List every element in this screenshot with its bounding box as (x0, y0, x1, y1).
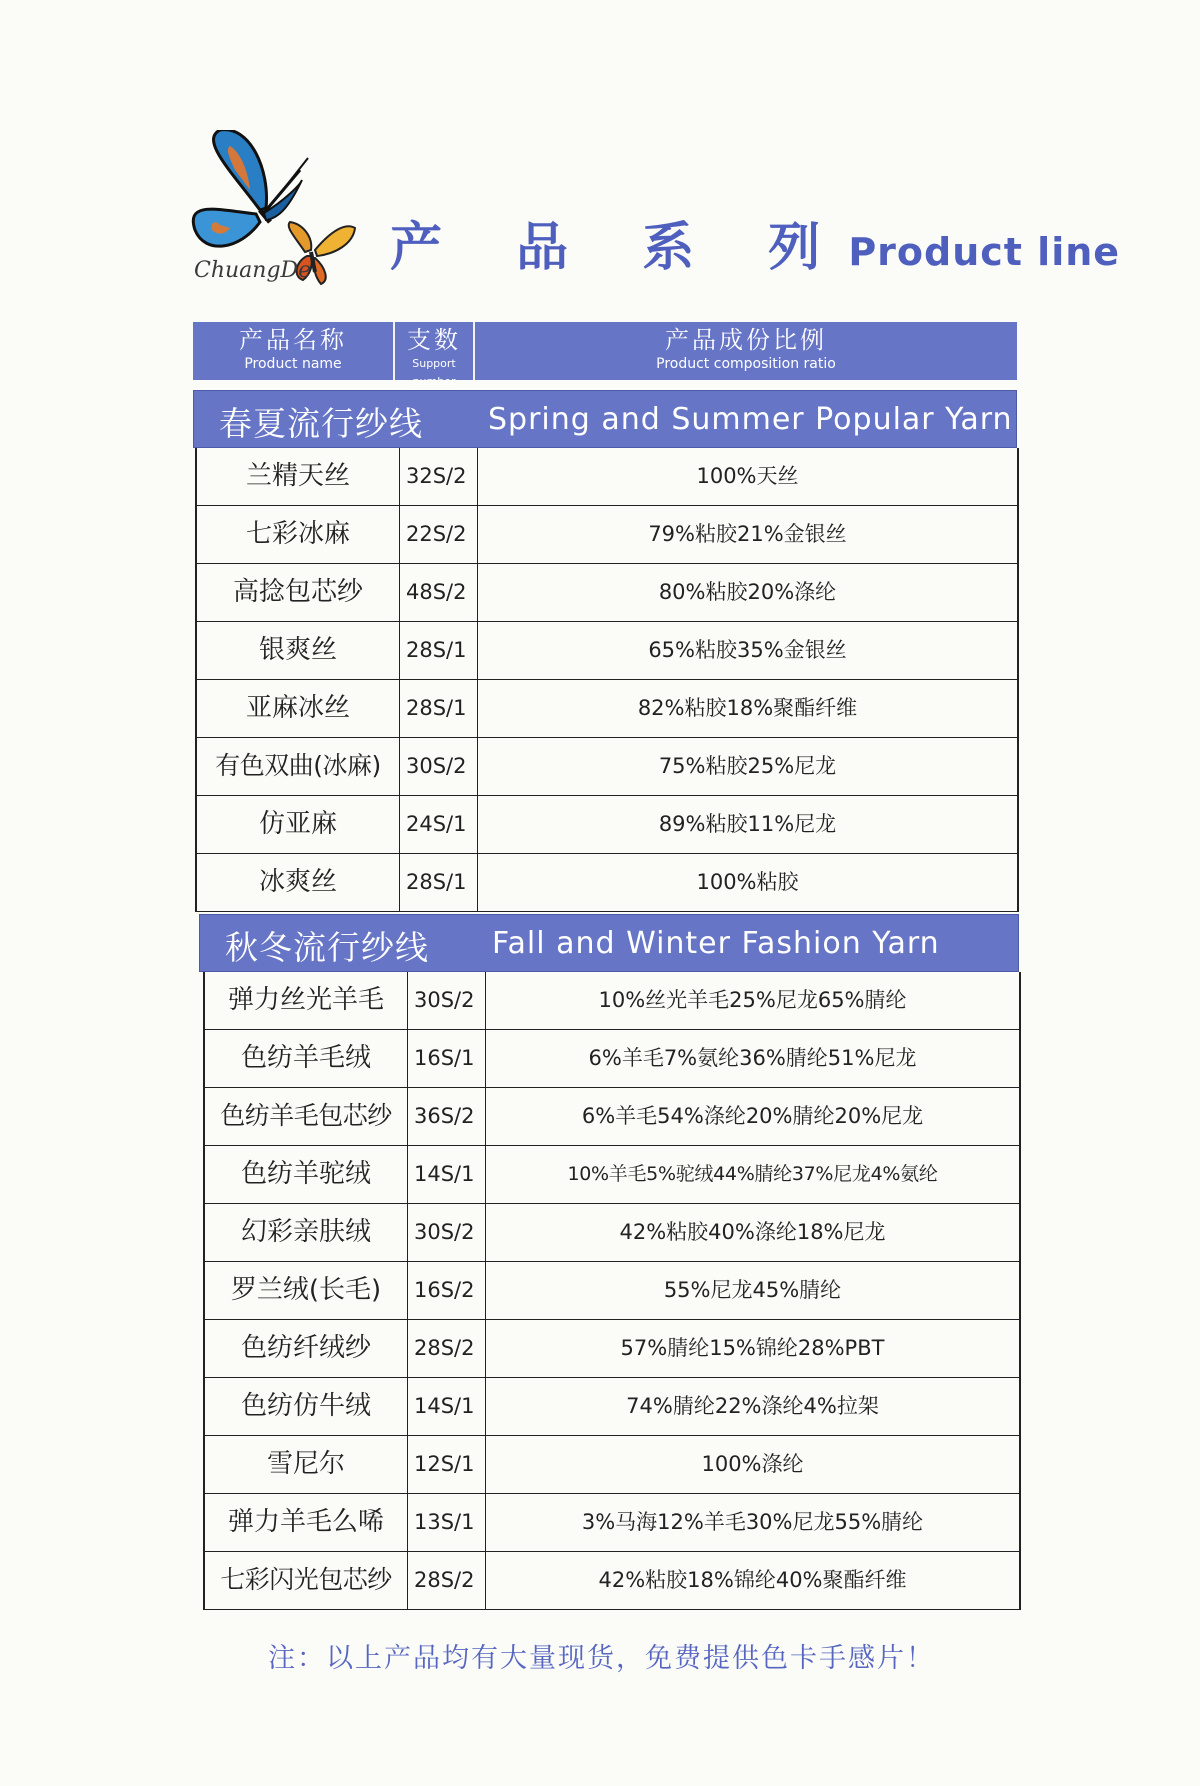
brand-logo-text: ChuangDe (194, 258, 312, 283)
composition: 42%粘胶40%涤纶18%尼龙 (619, 1220, 886, 1244)
composition: 100%粘胶 (696, 870, 799, 894)
footer-note: 注：以上产品均有大量现货，免费提供色卡手感片！ (268, 1643, 935, 1674)
table-spring-summer (195, 448, 1019, 912)
table-row (197, 564, 1017, 622)
column-header-count (395, 322, 473, 388)
table-row (197, 622, 1017, 680)
column-header (193, 322, 1017, 388)
table-row (197, 738, 1017, 796)
table-row (205, 1320, 1019, 1378)
column-count-en: Support number (412, 357, 456, 388)
product-name: 七彩闪光包芯纱 (205, 1552, 408, 1610)
section-title-cn: 秋冬流行纱线 (225, 928, 429, 967)
yarn-count: 16S/2 (408, 1262, 486, 1320)
composition: 79%粘胶21%金银丝 (648, 522, 847, 546)
yarn-count: 14S/1 (408, 1146, 486, 1204)
column-header-composition (475, 322, 1017, 380)
product-name: 色纺纤绒纱 (205, 1320, 408, 1378)
yarn-count: 28S/1 (400, 622, 478, 680)
title-english: Product line (848, 230, 1121, 274)
yarn-count: 22S/2 (400, 506, 478, 564)
table-row (197, 796, 1017, 854)
table-row (205, 1204, 1019, 1262)
product-name: 高捻包芯纱 (197, 564, 400, 622)
column-name-cn: 产品名称 (239, 326, 347, 354)
yarn-count: 48S/2 (400, 564, 478, 622)
table-fall-winter (203, 972, 1021, 1610)
table-row (197, 448, 1017, 506)
column-count-cn: 支数 (407, 326, 461, 354)
product-name: 兰精天丝 (197, 448, 400, 506)
yarn-count: 13S/1 (408, 1494, 486, 1552)
page-title (390, 205, 1120, 280)
product-name: 幻彩亲肤绒 (205, 1204, 408, 1262)
product-name: 色纺羊毛包芯纱 (205, 1088, 408, 1146)
product-name: 七彩冰麻 (197, 506, 400, 564)
composition: 3%马海12%羊毛30%尼龙55%腈纶 (581, 1510, 924, 1534)
yarn-count: 30S/2 (408, 1204, 486, 1262)
table-row (197, 680, 1017, 738)
composition: 74%腈纶22%涤纶4%拉架 (626, 1394, 879, 1418)
yarn-count: 28S/1 (400, 680, 478, 738)
column-header-name (193, 322, 393, 380)
yarn-count: 28S/2 (408, 1320, 486, 1378)
composition: 89%粘胶11%尼龙 (658, 812, 837, 836)
yarn-count: 28S/1 (400, 854, 478, 912)
composition: 6%羊毛7%氨纶36%腈纶51%尼龙 (588, 1046, 917, 1070)
product-name: 色纺仿牛绒 (205, 1378, 408, 1436)
section-banner-fall-winter (199, 914, 1019, 972)
product-name: 仿亚麻 (197, 796, 400, 854)
section-title-cn: 春夏流行纱线 (219, 404, 423, 443)
yarn-count: 12S/1 (408, 1436, 486, 1494)
composition: 82%粘胶18%聚酯纤维 (637, 696, 858, 720)
composition: 42%粘胶18%锦纶40%聚酯纤维 (598, 1568, 907, 1592)
column-name-en: Product name (244, 356, 342, 372)
table-row (205, 1436, 1019, 1494)
column-comp-en: Product composition ratio (656, 356, 836, 372)
table-row (197, 506, 1017, 564)
yarn-count: 28S/2 (408, 1552, 486, 1610)
table-row (205, 1088, 1019, 1146)
table-row (205, 1378, 1019, 1436)
table-row (205, 1146, 1019, 1204)
yarn-count: 36S/2 (408, 1088, 486, 1146)
table-row (205, 1494, 1019, 1552)
composition: 57%腈纶15%锦纶28%PBT (620, 1336, 885, 1360)
composition: 10%丝光羊毛25%尼龙65%腈纶 (598, 988, 907, 1012)
composition: 80%粘胶20%涤纶 (658, 580, 837, 604)
product-name: 色纺羊毛绒 (205, 1030, 408, 1088)
title-chinese: 产 品 系 列 (390, 218, 849, 278)
table-row (205, 972, 1019, 1030)
composition: 65%粘胶35%金银丝 (648, 638, 847, 662)
column-comp-cn: 产品成份比例 (665, 326, 827, 354)
product-name: 色纺羊驼绒 (205, 1146, 408, 1204)
product-name: 罗兰绒(长毛) (205, 1262, 408, 1320)
yarn-count: 32S/2 (400, 448, 478, 506)
product-name: 亚麻冰丝 (197, 680, 400, 738)
table-row (205, 1262, 1019, 1320)
composition: 100%天丝 (696, 464, 799, 488)
yarn-count: 30S/2 (408, 972, 486, 1030)
table-row (197, 854, 1017, 912)
product-name: 弹力羊毛么唏 (205, 1494, 408, 1552)
product-name: 弹力丝光羊毛 (205, 972, 408, 1030)
composition: 6%羊毛54%涤纶20%腈纶20%尼龙 (581, 1104, 924, 1128)
product-name: 冰爽丝 (197, 854, 400, 912)
composition: 10%羊毛5%驼绒44%腈纶37%尼龙4%氨纶 (567, 1163, 938, 1185)
section-title-en: Fall and Winter Fashion Yarn (492, 926, 940, 961)
composition: 75%粘胶25%尼龙 (658, 754, 837, 778)
section-title-en: Spring and Summer Popular Yarn (488, 402, 1013, 437)
table-row (205, 1552, 1019, 1610)
product-name: 有色双曲(冰麻) (197, 738, 400, 796)
yarn-count: 16S/1 (408, 1030, 486, 1088)
product-name: 雪尼尔 (205, 1436, 408, 1494)
product-name: 银爽丝 (197, 622, 400, 680)
yarn-count: 24S/1 (400, 796, 478, 854)
composition: 100%涤纶 (701, 1452, 804, 1476)
table-row (205, 1030, 1019, 1088)
section-banner-spring-summer (193, 390, 1017, 448)
yarn-count: 14S/1 (408, 1378, 486, 1436)
yarn-count: 30S/2 (400, 738, 478, 796)
composition: 55%尼龙45%腈纶 (663, 1278, 842, 1302)
